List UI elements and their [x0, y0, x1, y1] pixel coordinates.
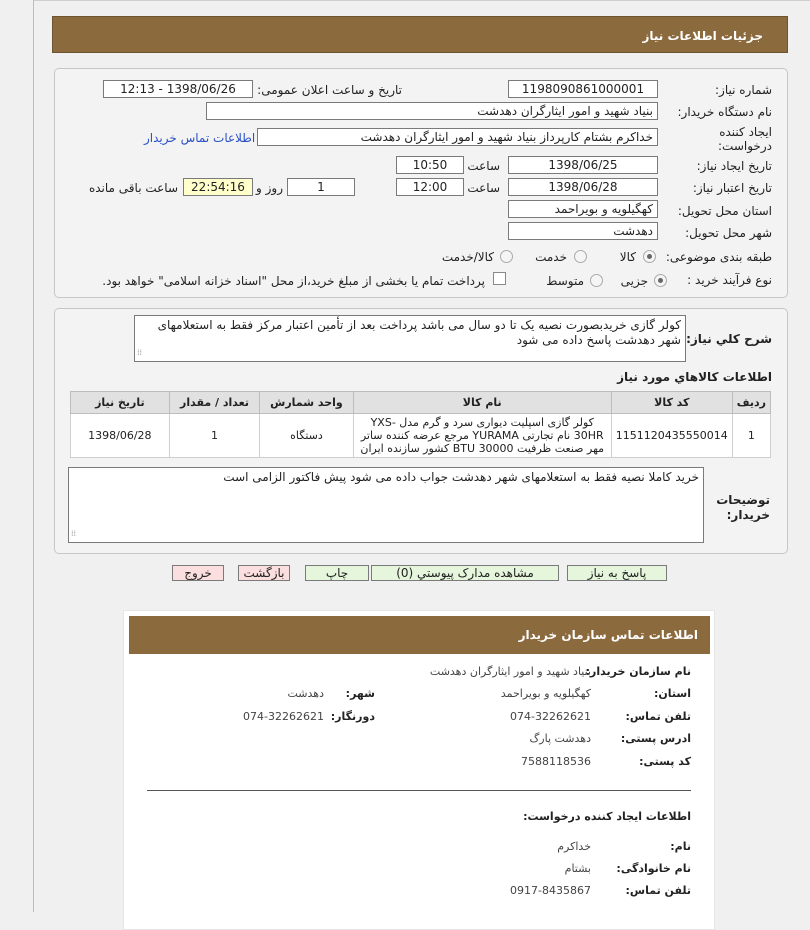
contact-fax-value: 074-32262621: [243, 710, 324, 723]
category-service-label: خدمت: [535, 250, 567, 264]
row-code: 1151120435550014: [611, 414, 732, 458]
row-index: 1: [732, 414, 770, 458]
city-label: شهر محل تحویل:: [685, 226, 772, 240]
province-field[interactable]: کهگیلویه و بویراحمد: [508, 200, 658, 218]
summary-label: شرح کلي نياز:: [686, 332, 772, 346]
creator-info-title: اطلاعات ایجاد کننده درخواست:: [523, 810, 691, 823]
contact-org-value: بنیاد شهید و امور ایثارگران دهدشت: [429, 665, 591, 678]
notes-textarea[interactable]: [68, 467, 704, 543]
valid-date-field[interactable]: 1398/06/28: [508, 178, 658, 196]
print-button[interactable]: چاپ: [305, 565, 369, 581]
contact-card-title: اطلاعات تماس سازمان خریدار: [129, 616, 710, 654]
contact-province-value: کهگیلویه و بویراحمد: [500, 687, 591, 700]
contact-city-label: شهر:: [345, 687, 375, 700]
row-unit: دستگاه: [260, 414, 353, 458]
days-label: روز و: [256, 181, 283, 195]
announce-field[interactable]: 1398/06/26 - 12:13: [103, 80, 253, 98]
contact-address-label: ادرس پستی:: [620, 732, 691, 745]
contact-address-value: دهدشت پارگ: [529, 732, 591, 745]
left-border: [33, 0, 34, 912]
city-field[interactable]: دهدشت: [508, 222, 658, 240]
contact-postal-label: کد پستی:: [639, 755, 691, 768]
process-minor-radio[interactable]: [654, 274, 667, 287]
valid-time-label: ساعت: [467, 181, 500, 195]
creator-phone-value: 0917-8435867: [510, 884, 591, 897]
creator-phone-label: تلفن تماس:: [625, 884, 691, 897]
col-unit: واحد شمارش: [260, 392, 353, 414]
need-number-field[interactable]: 1198090861000001: [508, 80, 658, 98]
col-qty: تعداد / مقدار: [169, 392, 260, 414]
created-date-label: تاریخ ایجاد نیاز:: [696, 159, 772, 173]
category-goods-label: کالا: [619, 250, 636, 264]
back-button[interactable]: بازگشت: [238, 565, 290, 581]
goods-table-header: [71, 392, 771, 414]
buyer-org-field[interactable]: بنیاد شهید و امور ایثارگران دهدشت: [206, 102, 658, 120]
creator-name-label: نام:: [670, 840, 691, 853]
summary-text: کولر گازی خریدبصورت نصیه یک تا دو سال می باشد پرداخت بعد از تأمین اعتبار مرکز فقط به استعلامهای شهر دهدشت پاسخ داده می شود: [157, 318, 681, 347]
col-code: کد کالا: [611, 392, 732, 414]
remaining-time-field[interactable]: 22:54:16: [183, 178, 253, 196]
remaining-label: ساعت باقی مانده: [88, 181, 178, 195]
goods-title: اطلاعات کالاهاي مورد نياز: [617, 370, 772, 384]
creator-family-label: نام خانوادگی:: [616, 862, 691, 875]
created-date-field[interactable]: 1398/06/25: [508, 156, 658, 174]
row-qty: 1: [169, 414, 260, 458]
process-medium-radio[interactable]: [590, 274, 603, 287]
created-time-label: ساعت: [467, 159, 500, 173]
buyer-contact-link[interactable]: اطلاعات تماس خریدار: [144, 131, 256, 145]
created-time-field[interactable]: 10:50: [396, 156, 464, 174]
contact-city-value: دهدشت: [287, 687, 324, 700]
attachments-button[interactable]: مشاهده مدارک پیوستي (0): [371, 565, 559, 581]
creator-label-2: درخواست:: [718, 139, 772, 153]
creator-name-value: خداکرم: [557, 840, 591, 853]
contact-postal-value: 7588118536: [521, 755, 591, 768]
category-both-radio[interactable]: [500, 250, 513, 263]
province-label: استان محل تحویل:: [677, 204, 772, 218]
contact-province-label: استان:: [654, 687, 691, 700]
process-label: نوع فرآیند خرید :: [687, 273, 772, 287]
category-label: طبقه بندی موضوعی:: [665, 250, 772, 264]
category-service-radio[interactable]: [574, 250, 587, 263]
notes-label-1: توضیحات: [716, 493, 770, 507]
exit-button[interactable]: خروج: [172, 565, 224, 581]
creator-field[interactable]: خداکرم بشتام کارپرداز بنیاد شهید و امور ایثارگران دهدشت: [257, 128, 658, 146]
notes-label-2: خریدار:: [726, 508, 770, 522]
contact-org-label: نام سازمان خریدار:: [585, 665, 691, 678]
need-number-label: شماره نیاز:: [715, 83, 772, 97]
col-index: رديف: [732, 392, 770, 414]
col-date: تاریخ نیاز: [71, 392, 170, 414]
creator-family-value: بشتام: [564, 862, 591, 875]
page-title: جزئیات اطلاعات نیاز: [52, 16, 788, 53]
process-medium-label: متوسط: [546, 274, 584, 288]
contact-divider: [147, 790, 691, 791]
contact-phone-value: 074-32262621: [510, 710, 591, 723]
valid-date-label: تاریخ اعتبار نیاز:: [692, 181, 772, 195]
col-name: نام کالا: [353, 392, 611, 414]
creator-label-1: ایجاد کننده: [719, 125, 772, 139]
valid-time-field[interactable]: 12:00: [396, 178, 464, 196]
contact-fax-label: دورنگار:: [330, 710, 375, 723]
payment-note: پرداخت تمام یا بخشی از مبلغ خرید،از محل "اسناد خزانه اسلامی" خواهد بود.: [102, 274, 485, 288]
notes-text: خرید کاملا نصیه فقط به استعلامهای شهر دهدشت جواب داده می شود پیش فاکتور الزامی است: [223, 470, 699, 484]
buyer-contact-card: [123, 610, 715, 930]
goods-table: [70, 391, 771, 458]
buyer-org-label: نام دستگاه خریدار:: [677, 105, 772, 119]
reply-button[interactable]: پاسخ به نیاز: [567, 565, 667, 581]
payment-checkbox[interactable]: [493, 272, 506, 285]
announce-label: تاریخ و ساعت اعلان عمومی:: [257, 83, 402, 97]
table-row[interactable]: [71, 414, 771, 458]
category-goods-radio[interactable]: [643, 250, 656, 263]
resize-grip-icon[interactable]: ⁞⁞: [71, 529, 77, 538]
top-border: [33, 0, 810, 1]
row-name: کولر گازی اسپلیت دیواری سرد و گرم مدل YXS-30HR نام تجارتی YURAMA مرجع عرضه کننده ساتر مهر صنعت ظرفیت 30000 BTU کشور سازنده ایران: [353, 414, 611, 458]
summary-textarea[interactable]: [134, 315, 686, 362]
category-both-label: کالا/خدمت: [441, 250, 494, 264]
contact-phone-label: تلفن تماس:: [625, 710, 691, 723]
row-date: 1398/06/28: [71, 414, 170, 458]
resize-grip-icon[interactable]: ⁞⁞: [137, 348, 143, 357]
days-field[interactable]: 1: [287, 178, 355, 196]
process-minor-label: جزیی: [620, 274, 648, 288]
